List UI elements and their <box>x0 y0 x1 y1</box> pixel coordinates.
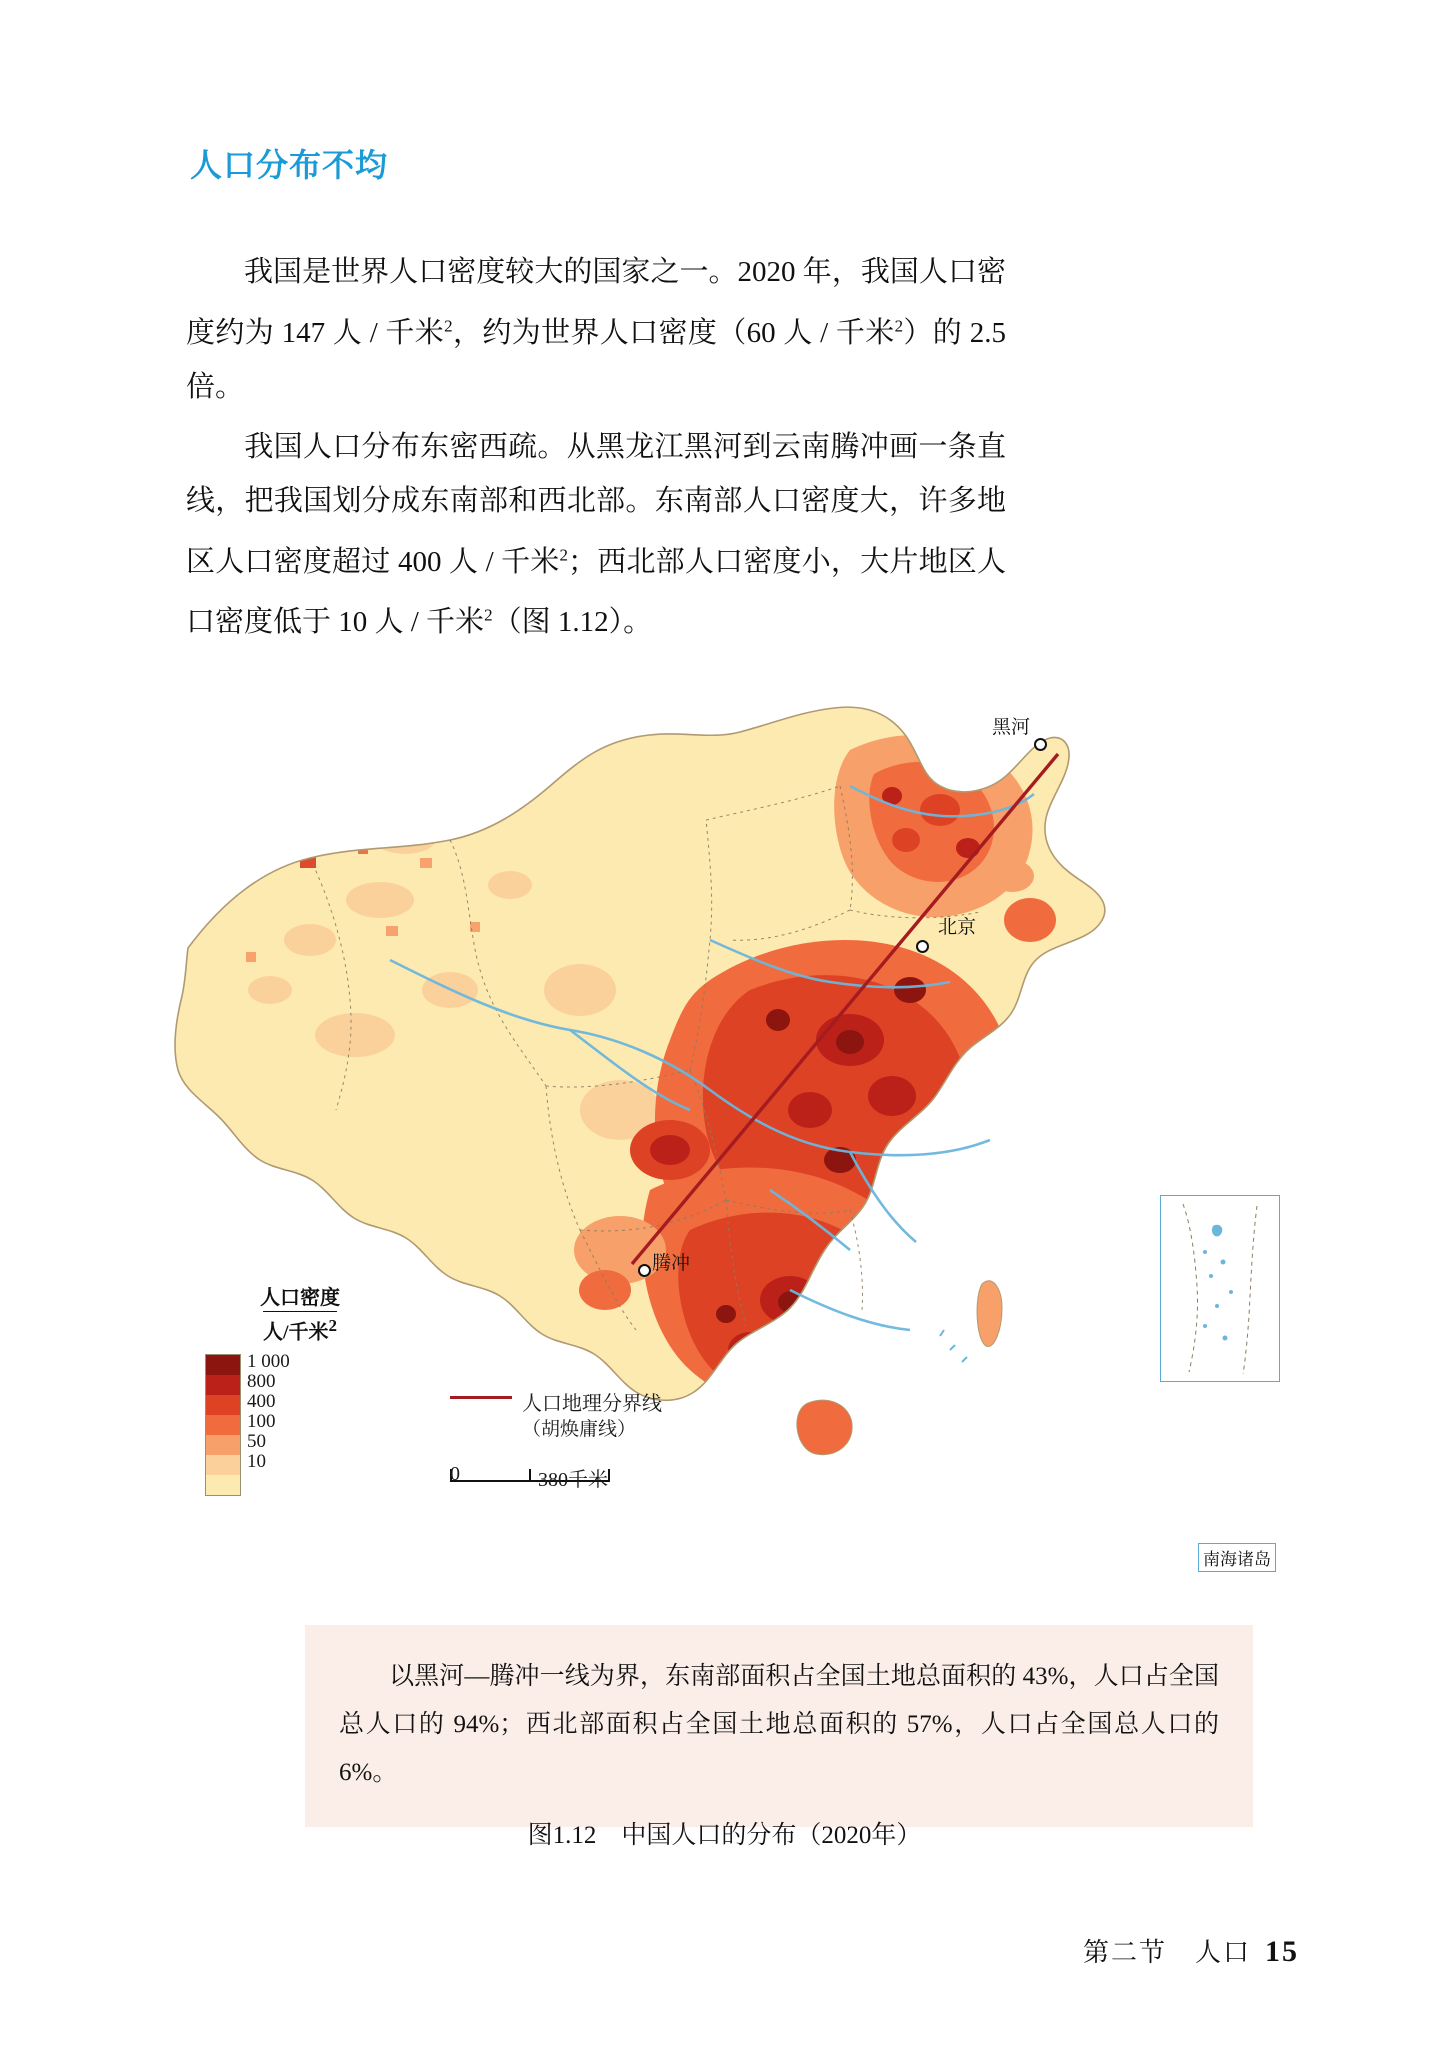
legend-scale <box>205 1350 385 1494</box>
paragraph-1 <box>186 245 1006 414</box>
scalebar-value: 380千米 <box>538 1469 608 1492</box>
map-scalebar <box>450 1463 610 1492</box>
hu-line-sublabel: （胡焕庸线） <box>522 1419 637 1441</box>
tengchong-dot <box>638 1264 651 1277</box>
hu-line-label: 人口地理分界线 <box>522 1393 662 1416</box>
legend-swatch-label: 400 <box>247 1390 276 1412</box>
legend-color-bar <box>205 1354 241 1496</box>
page-number: 15 <box>1265 1935 1299 1968</box>
legend-swatch <box>206 1435 240 1455</box>
page-title: 人口分布不均 <box>190 147 389 183</box>
paragraph-2 <box>186 420 1006 649</box>
south-china-sea-inset <box>1160 1195 1280 1382</box>
place-label-heihe: 黑河 <box>992 717 1031 738</box>
inset-label-south-china-sea: 南海诸岛 <box>1198 1543 1276 1572</box>
paragraph-1-text: 我国是世界人口密度较大的国家之一。2020 年，我国人口密度约为 147 人 / 千米$^2$，约为世界人口密度（60 人 / 千米$^2$）的 2.5 倍。 <box>186 256 1006 403</box>
scalebar-zero: 0 <box>450 1463 460 1486</box>
scalebar-graphic <box>450 1463 610 1492</box>
page-footer <box>1083 1932 1299 1969</box>
legend-swatch-label: 100 <box>247 1410 276 1432</box>
hu-line-swatch <box>450 1396 512 1399</box>
legend-swatch <box>206 1355 240 1375</box>
beijing-dot <box>916 940 929 953</box>
paragraph-2-text: 我国人口分布东密西疏。从黑龙江黑河到云南腾冲画一条直线，把我国划分成东南部和西北部。东南部人口密度大，许多地区人口密度超过 400 人 / 千米$^2$；西北部人口密度小，大片地区人口密度低于 10 人 / 千米$^2$（图 1.12）。 <box>186 431 1006 639</box>
note-text: 以黑河—腾冲一线为界，东南部面积占全国土地总面积的 43%，人口占全国总人口的 94%；西北部面积占全国土地总面积的 57%，人口占全国总人口的 6%。 <box>339 1663 1219 1786</box>
note-box <box>305 1625 1253 1827</box>
legend-swatch-label <box>247 1472 290 1492</box>
legend-swatch <box>206 1455 240 1475</box>
boundary-line-legend <box>450 1390 750 1443</box>
map-legend <box>205 1285 395 1494</box>
legend-title <box>205 1285 395 1346</box>
place-label-beijing: 北京 <box>938 917 977 938</box>
footer-chapter: 第二节 人口 <box>1082 1938 1251 1967</box>
heihe-dot <box>1034 738 1047 751</box>
legend-title-line1: 人口密度 <box>260 1287 340 1309</box>
legend-swatch-label: 10 <box>247 1450 266 1472</box>
legend-swatch-label: 50 <box>247 1430 266 1452</box>
place-label-tengchong: 腾冲 <box>652 1253 691 1274</box>
legend-swatch <box>206 1475 240 1495</box>
legend-swatch <box>206 1395 240 1415</box>
legend-unit: 人/千米$^2$ <box>263 1311 337 1346</box>
map-figure <box>150 690 1310 1580</box>
legend-swatch <box>206 1375 240 1395</box>
legend-swatch-label: 800 <box>247 1370 276 1392</box>
figure-caption: 图1.12 中国人口的分布（2020年） <box>527 1822 922 1849</box>
legend-swatch <box>206 1415 240 1435</box>
legend-swatch-label: 1 000 <box>247 1350 290 1372</box>
legend-class-labels <box>247 1352 290 1492</box>
